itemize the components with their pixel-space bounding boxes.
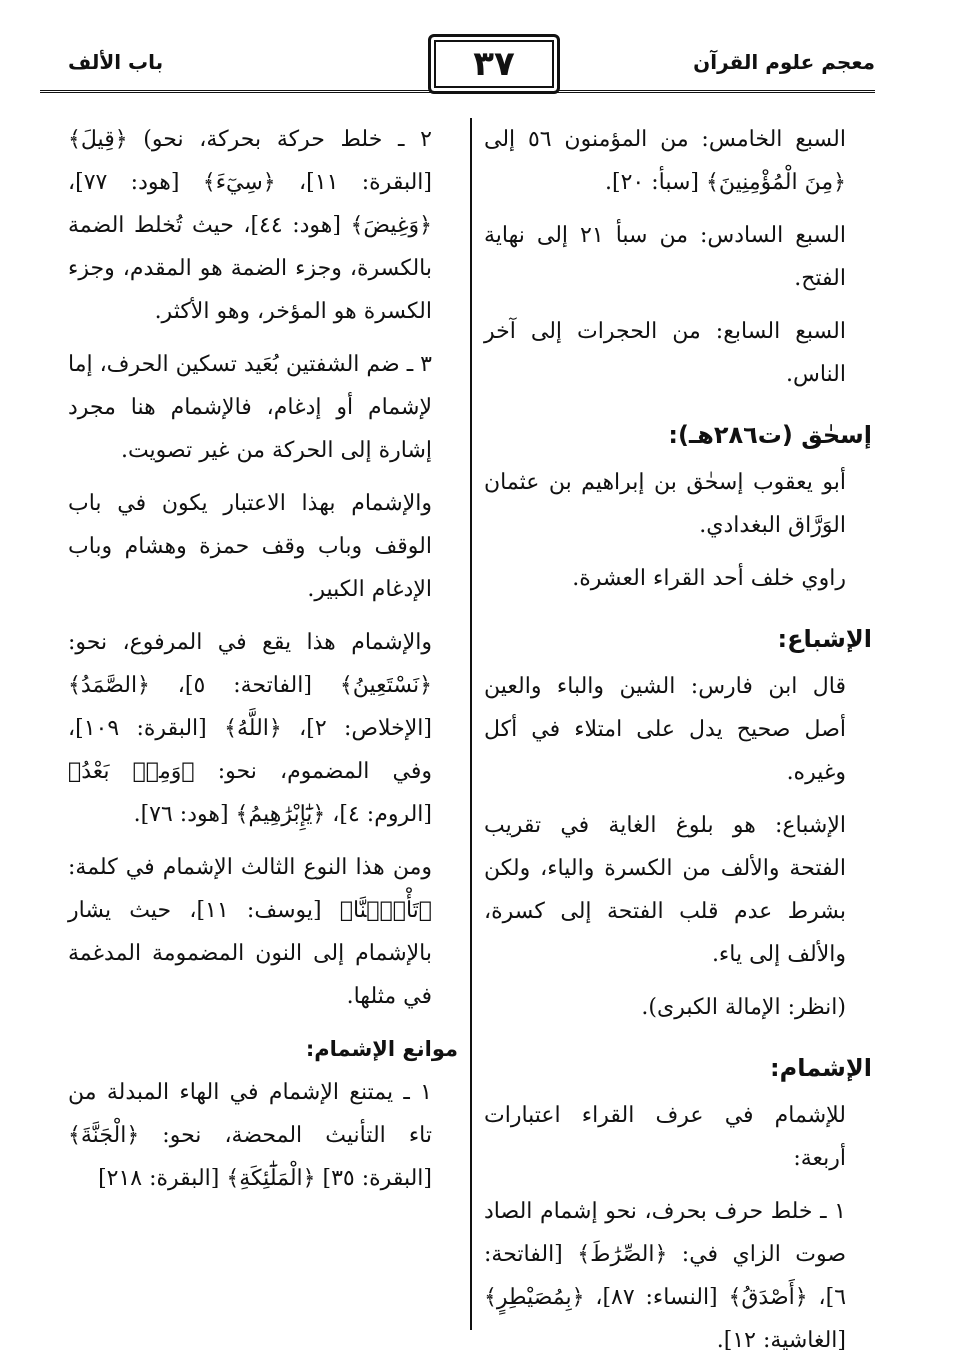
paragraph: قال ابن فارس: الشين والباء والعين أصل صحيح يدل على امتلاء في أكل وغيره. (484, 674, 846, 785)
section-heading: موانع الإشمام: (305, 1037, 458, 1061)
right-column (484, 118, 872, 1372)
entry-heading: الإشمام: (770, 1054, 872, 1082)
left-column (68, 118, 458, 1210)
paragraph: للإشمام في عرف القراء اعتبارات أربعة: (484, 1103, 846, 1171)
column-divider (470, 118, 472, 1330)
paragraph: ومن هذا النوع الثالث الإشمام في كلمة: ﴿تَأْمَ۫نَّا﴾ [يوسف: ١١]، حيث يشار بالإشمام إلى النون المضمومة المدغمة في مثلها. (68, 855, 432, 1009)
page-number: ٣٧ (428, 34, 560, 94)
paragraph: الإشباع: هو بلوغ الغاية في تقريب الفتحة والألف من الكسرة والياء، ولكن بشرط عدم قلب الفتحة إلى كسرة، والألف إلى ياء. (484, 813, 846, 967)
paragraph: ٣ ـ ضم الشفتين بُعَيد تسكين الحرف، إما لإشمام أو إدغام، فالإشمام هنا مجرد إشارة إلى الحركة من غير تصويت. (67, 352, 432, 463)
entry-heading: إسحٰق (ت٢٨٦هـ): (668, 421, 872, 449)
paragraph: السبع الخامس: من المؤمنون ٥٦ إلى ﴿مِنَ الْمُؤْمِنِينَ﴾ [سبأ: ٢٠]. (484, 127, 846, 195)
paragraph: أبو يعقوب إسحٰق بن إبراهيم بن عثمان الوَرَّاق البغدادي. (484, 470, 846, 538)
paragraph: ٢ ـ خلط حركة بحركة، نحو) ﴿قِيلَ﴾ [البقرة: ١١]، ﴿سِيٓءَ﴾ [هود: ٧٧]، ﴿وَغِيضَ﴾ [هود: ٤٤]، حيث تُخلط الضمة بالكسرة، وجزء الضمة هو المقدم، وجزء الكسرة هو المؤخر، وهو الأكثر. (68, 127, 432, 324)
paragraph: والإشمام بهذا الاعتبار يكون في باب الوقف وباب وقف حمزة وهشام وباب الإدغام الكبير. (68, 491, 432, 602)
paragraph: السبع السادس: من سبأ ٢١ إلى نهاية الفتح. (484, 223, 846, 291)
chapter-title: باب الألف (68, 50, 164, 74)
paragraph: ١ ـ يمتنع الإشمام في الهاء المبدلة من تاء التأنيث المحضة، نحو: ﴿الْجَنَّةَ﴾ [البقرة: ٣٥] ﴿الْمَلَٰٓئِكَةِ﴾ [البقرة: ٢١٨] (68, 1080, 432, 1191)
paragraph: السبع السابع: من الحجرات إلى آخر الناس. (484, 319, 846, 387)
paragraph: ١ ـ خلط حرف بحرف، نحو إشمام الصاد صوت الزاي في: ﴿الصِّرَٰطَ﴾ [الفاتحة: ٦]، ﴿أَصْدَقُ﴾ [النساء: ٨٧]، ﴿بِمُصَيْطِرٍ﴾ [الغاشية: ١٢]. (484, 1199, 847, 1353)
paragraph: راوي خلف أحد القراء العشرة. (572, 566, 846, 591)
paragraph: والإشمام هذا يقع في المرفوع، نحو: ﴿نَسْتَعِينُ﴾ [الفاتحة: ٥]، ﴿الصَّمَدُ﴾ [الإخلاص: ٢]، ﴿اللَّهُ﴾ [البقرة: ١٠٩]، وفي المضموم، نحو: ﴿وَمِنۢ بَعْدُ﴾ [الروم: ٤]، ﴿يَٰٓإِبْرَٰهِيمُ﴾ [هود: ٧٦]. (68, 630, 432, 827)
book-title: معجم علوم القرآن (693, 50, 875, 74)
page-header (40, 28, 875, 93)
entry-heading: الإشباع: (777, 625, 872, 653)
paragraph: (انظر: الإمالة الكبرى). (641, 995, 846, 1020)
